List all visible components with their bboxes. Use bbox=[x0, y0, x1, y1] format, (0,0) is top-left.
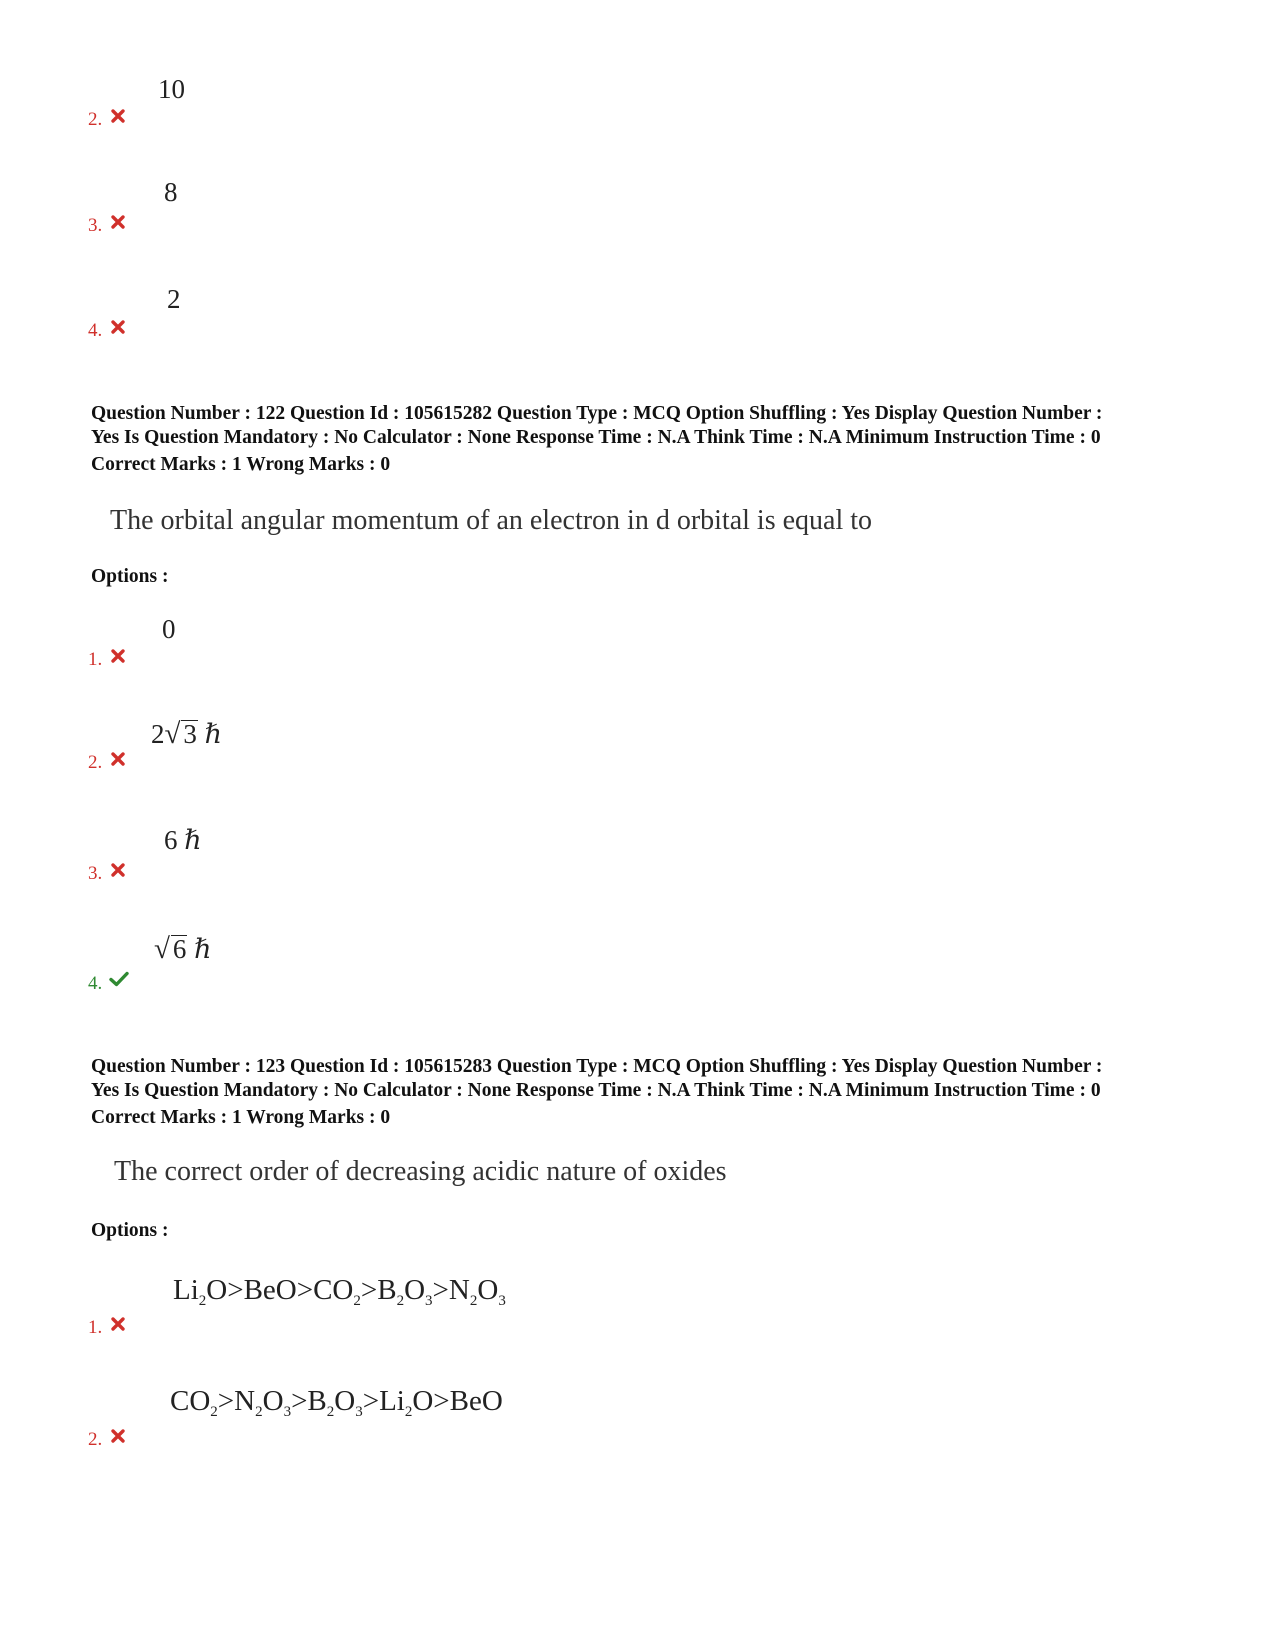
question-122-meta-line-2: Yes Is Question Mandatory : No Calculator : None Response Time : N.A Think Time : N.A Minimum Instruction Time : 0 bbox=[91, 427, 1101, 448]
formula-subscript: 2 bbox=[255, 1404, 263, 1420]
formula-subscript: 2 bbox=[210, 1404, 218, 1420]
cross-mark-icon bbox=[110, 1428, 126, 1444]
q123-option-1-formula bbox=[173, 1274, 506, 1309]
question-123-meta-line-1: Question Number : 123 Question Id : 105615283 Question Type : MCQ Option Shuffling : Yes Display Question Number : bbox=[91, 1056, 1103, 1077]
q122-option-2-value bbox=[151, 719, 222, 749]
q122-option-3-coefficient: 6 bbox=[164, 825, 178, 855]
cross-mark-icon bbox=[110, 214, 126, 230]
formula-part: >B bbox=[360, 1274, 397, 1306]
formula-part: O bbox=[404, 1274, 426, 1306]
q122-option-3-value bbox=[164, 825, 202, 855]
formula-part: >B bbox=[291, 1385, 327, 1417]
question-123-marks: Correct Marks : 1 Wrong Marks : 0 bbox=[91, 1107, 391, 1128]
cross-mark-icon bbox=[110, 108, 126, 124]
formula-part: >N bbox=[217, 1385, 256, 1417]
prev-option-3-number: 3. bbox=[88, 215, 103, 236]
formula-part: >N bbox=[432, 1274, 470, 1306]
question-122-text: The orbital angular momentum of an electron in d orbital is equal to bbox=[110, 505, 873, 536]
q122-option-4-number: 4. bbox=[88, 973, 103, 994]
cross-mark-icon bbox=[110, 648, 126, 664]
formula-part: O>BeO>CO bbox=[206, 1274, 354, 1306]
q122-option-3-unit: ℏ bbox=[184, 825, 202, 855]
question-122-options-label: Options : bbox=[91, 566, 169, 587]
question-123-text: The correct order of decreasing acidic nature of oxides bbox=[114, 1156, 727, 1187]
formula-part: Li bbox=[173, 1274, 199, 1306]
formula-part: O bbox=[334, 1385, 356, 1417]
q122-option-4-radicand: 6 bbox=[172, 934, 187, 964]
formula-subscript: 3 bbox=[498, 1293, 506, 1309]
formula-part: >Li bbox=[362, 1385, 405, 1417]
prev-option-2-value: 10 bbox=[158, 74, 185, 104]
formula-part: O bbox=[477, 1274, 499, 1306]
sqrt-icon: √ bbox=[164, 718, 181, 750]
q122-option-1-number: 1. bbox=[88, 649, 103, 670]
q122-option-3-number: 3. bbox=[88, 863, 103, 884]
q122-option-1-value: 0 bbox=[162, 614, 176, 644]
formula-subscript: 2 bbox=[353, 1293, 361, 1309]
formula-part: O bbox=[262, 1385, 284, 1417]
formula-subscript: 2 bbox=[396, 1293, 405, 1309]
question-122-marks: Correct Marks : 1 Wrong Marks : 0 bbox=[91, 454, 391, 475]
q123-option-2-number: 2. bbox=[88, 1429, 103, 1450]
formula-subscript: 3 bbox=[425, 1293, 433, 1309]
sqrt-icon: √ bbox=[154, 933, 170, 965]
formula-subscript: 2 bbox=[469, 1293, 478, 1309]
q122-option-2-number: 2. bbox=[88, 752, 103, 773]
q122-option-2-unit: ℏ bbox=[204, 719, 223, 749]
cross-mark-icon bbox=[110, 319, 126, 335]
prev-option-4-number: 4. bbox=[88, 320, 103, 341]
q122-option-2-coefficient: 2 bbox=[151, 719, 165, 749]
formula-subscript: 2 bbox=[404, 1404, 413, 1420]
q122-option-4-value bbox=[154, 934, 212, 964]
q122-option-2-radicand: 3 bbox=[183, 719, 197, 749]
cross-mark-icon bbox=[110, 1316, 126, 1332]
q122-option-4-unit: ℏ bbox=[194, 934, 212, 964]
question-122-meta-line-1: Question Number : 122 Question Id : 105615282 Question Type : MCQ Option Shuffling : Yes Display Question Number : bbox=[91, 403, 1103, 424]
prev-option-4-value: 2 bbox=[167, 284, 181, 314]
prev-option-3-value: 8 bbox=[164, 177, 178, 207]
formula-subscript: 2 bbox=[198, 1293, 207, 1309]
formula-subscript: 2 bbox=[326, 1404, 335, 1420]
cross-mark-icon bbox=[110, 862, 126, 878]
formula-subscript: 3 bbox=[355, 1404, 363, 1420]
q123-option-2-formula bbox=[170, 1385, 503, 1420]
prev-option-2-number: 2. bbox=[88, 109, 103, 130]
formula-subscript: 3 bbox=[283, 1404, 292, 1420]
q123-option-1-number: 1. bbox=[88, 1317, 103, 1338]
cross-mark-icon bbox=[110, 751, 126, 767]
question-123-meta-line-2: Yes Is Question Mandatory : No Calculator : None Response Time : N.A Think Time : N.A Minimum Instruction Time : 0 bbox=[91, 1080, 1101, 1101]
check-mark-icon bbox=[109, 971, 129, 987]
question-123-options-label: Options : bbox=[91, 1220, 169, 1241]
formula-part: O>BeO bbox=[412, 1385, 503, 1417]
formula-part: CO bbox=[170, 1385, 211, 1417]
